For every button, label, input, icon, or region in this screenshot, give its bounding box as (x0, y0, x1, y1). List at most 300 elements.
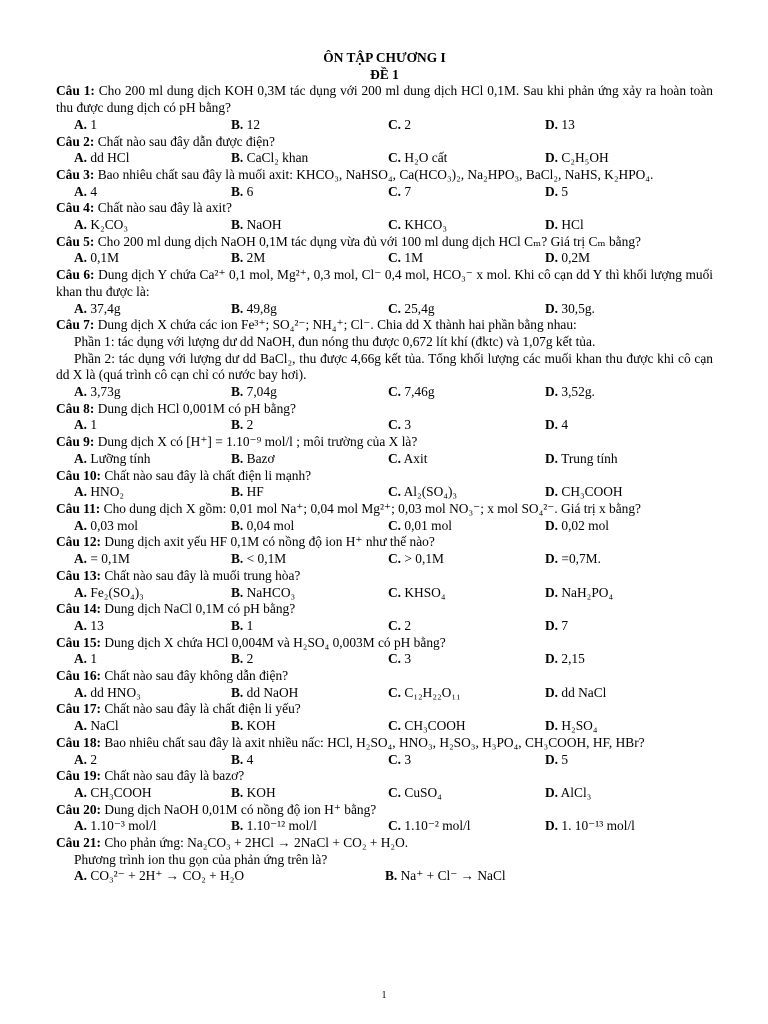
question-7-part-1: Phần 1: tác dụng với lượng dư dd NaOH, đun nóng thu được 0,672 lít khí (đktc) và 1,07g kết tủa. (74, 333, 596, 349)
question-21-label: Câu 21: (56, 835, 102, 851)
option-value: 1 (90, 116, 98, 132)
question-20 (56, 802, 713, 835)
question-13 (56, 568, 713, 601)
question-6-text: Dung dịch Y chứa Ca²⁺ 0,1 mol, Mg²⁺, 0,3 mol, Cl⁻ 0,4 mol, HCO₃⁻ x mol. Khi cô cạn dd Y thì khối lượng muối khan thu được là: (56, 267, 713, 299)
question-20-stem (56, 802, 713, 819)
question-17-stem (56, 701, 713, 718)
option-value: CH₃COOH (404, 718, 466, 734)
option-value: 3 (404, 417, 412, 433)
option-value: CH₃COOH (561, 484, 623, 500)
option-label: A. (74, 651, 88, 667)
question-17 (56, 701, 713, 734)
option-a (74, 184, 231, 201)
option-label: A. (74, 718, 88, 734)
option-value: 0,04 mol (246, 517, 295, 533)
question-11-stem (56, 501, 713, 518)
question-7-label: Câu 7: (56, 317, 95, 333)
option-b (231, 518, 388, 535)
option-value: dd HNO₃ (90, 684, 141, 700)
question-14-options (56, 618, 713, 635)
option-d (545, 551, 601, 568)
option-value: 1 (246, 617, 254, 633)
option-c (388, 785, 545, 802)
option-label: C. (388, 450, 402, 466)
page-number: 1 (381, 990, 387, 1001)
question-17-options (56, 718, 713, 735)
question-7-options (56, 384, 713, 401)
option-label: D. (545, 183, 559, 199)
question-10 (56, 468, 713, 501)
question-9-options (56, 451, 713, 468)
option-c (388, 384, 545, 401)
option-value: 1 (90, 417, 98, 433)
option-value: 30,5g. (561, 300, 595, 316)
option-b (231, 184, 388, 201)
option-value: Al₂(SO₄)₃ (403, 484, 458, 500)
question-8-text: Dung dịch HCl 0,001M có pH bằng? (97, 400, 296, 416)
option-label: B. (231, 450, 244, 466)
option-value: Trung tính (561, 450, 618, 466)
option-a (74, 618, 231, 635)
option-value: CaCl₂ khan (246, 150, 309, 166)
option-label: C. (388, 784, 402, 800)
question-17-text: Chất nào sau đây là chất điện li yếu? (104, 701, 301, 717)
option-label: A. (74, 684, 88, 700)
question-4-text: Chất nào sau đây là axit? (97, 200, 232, 216)
question-14 (56, 601, 713, 634)
option-value: C₂H₅OH (561, 150, 609, 166)
option-value: 5 (561, 183, 569, 199)
option-a (74, 585, 231, 602)
question-6-options (56, 301, 713, 318)
question-1-label: Câu 1: (56, 83, 95, 99)
option-value: CH₃COOH (90, 784, 152, 800)
option-label: A. (74, 450, 88, 466)
option-label: C. (388, 551, 402, 567)
question-9-text: Dung dịch X có [H⁺] = 1.10⁻⁹ mol/l ; môi trường của X là? (97, 434, 418, 450)
option-value: 0,2M (561, 250, 591, 266)
option-value: =0,7M. (561, 551, 601, 567)
option-b (231, 451, 388, 468)
option-b (231, 785, 388, 802)
option-c (388, 752, 545, 769)
option-label: C. (388, 584, 402, 600)
option-label: A. (74, 818, 88, 834)
option-label: D. (545, 684, 559, 700)
question-5-stem (56, 234, 713, 251)
option-label: A. (74, 417, 88, 433)
question-18 (56, 735, 713, 768)
option-value: KHSO₄ (404, 584, 446, 600)
option-label: A. (74, 484, 88, 500)
option-value: H₂SO₄ (561, 718, 598, 734)
option-label: A. (74, 183, 88, 199)
option-label: C. (388, 751, 402, 767)
option-a (74, 818, 231, 835)
question-16-options (56, 685, 713, 702)
question-2-stem (56, 134, 713, 151)
option-label: C. (388, 684, 402, 700)
option-a (74, 484, 231, 501)
option-label: B. (231, 183, 244, 199)
option-a (74, 651, 231, 668)
question-21-stem (56, 835, 713, 852)
question-21 (56, 835, 713, 885)
option-label: B. (231, 384, 244, 400)
option-value: 1 (90, 651, 98, 667)
option-d (545, 384, 595, 401)
option-a (74, 785, 231, 802)
question-1 (56, 83, 713, 133)
option-d (545, 785, 591, 802)
question-20-text: Dung dịch NaOH 0,01M có nồng độ ion H⁺ bằng? (104, 801, 377, 817)
option-label: D. (545, 617, 559, 633)
option-label: D. (545, 417, 559, 433)
option-label: A. (74, 551, 88, 567)
option-a (74, 301, 231, 318)
option-label: C. (388, 417, 402, 433)
option-d (545, 250, 590, 267)
question-17-label: Câu 17: (56, 701, 102, 717)
question-21-text: Cho phản ứng: Na₂CO₃ + 2HCl → 2NaCl + CO₂ + H₂O. (104, 835, 409, 851)
option-a (74, 718, 231, 735)
option-value: 7 (404, 183, 412, 199)
option-a (74, 685, 231, 702)
option-label: A. (74, 868, 88, 884)
option-value: 12 (246, 116, 261, 132)
option-value: 25,4g (404, 300, 435, 316)
option-label: B. (231, 217, 244, 233)
option-value: 3,73g (90, 384, 121, 400)
option-c (388, 685, 545, 702)
option-label: A. (74, 584, 88, 600)
option-value: 1M (404, 250, 423, 266)
question-12-stem (56, 534, 713, 551)
option-b (231, 150, 388, 167)
question-15-label: Câu 15: (56, 634, 102, 650)
question-15-text: Dung dịch X chứa HCl 0,004M và H₂SO₄ 0,003M có pH bằng? (104, 634, 446, 650)
option-value: 5 (561, 751, 569, 767)
option-b (231, 417, 388, 434)
document-page (56, 50, 713, 885)
option-value: NaH₂PO₄ (561, 584, 614, 600)
option-b (231, 217, 388, 234)
option-label: A. (74, 617, 88, 633)
option-value: dd HCl (90, 150, 130, 166)
option-c (388, 718, 545, 735)
question-21-subtext: Phương trình ion thu gọn của phản ứng trên là? (74, 851, 328, 867)
option-c (388, 651, 545, 668)
option-a (74, 551, 231, 568)
question-4-label: Câu 4: (56, 200, 95, 216)
option-d (545, 117, 575, 134)
option-c (388, 518, 545, 535)
option-d (545, 451, 618, 468)
option-value: 7,46g (404, 384, 435, 400)
question-7 (56, 317, 713, 401)
option-value: H₂O cất (404, 150, 448, 166)
option-value: NaCl (90, 718, 119, 734)
option-b (231, 752, 388, 769)
option-value: HCl (561, 217, 584, 233)
question-20-options (56, 818, 713, 835)
option-label: B. (231, 718, 244, 734)
question-10-stem (56, 468, 713, 485)
option-b (231, 651, 388, 668)
option-value: 2 (246, 651, 254, 667)
option-d (545, 585, 613, 602)
option-value: KOH (246, 718, 276, 734)
option-label: B. (385, 868, 398, 884)
option-label: B. (231, 617, 244, 633)
question-18-options (56, 752, 713, 769)
option-a (74, 150, 231, 167)
question-3-stem (56, 167, 713, 184)
option-value: 2 (90, 751, 98, 767)
option-a (74, 250, 231, 267)
question-14-label: Câu 14: (56, 601, 102, 617)
option-value: 1. 10⁻¹³ mol/l (561, 818, 635, 834)
question-16-stem (56, 668, 713, 685)
option-d (545, 301, 595, 318)
option-value: Na⁺ + Cl⁻ → NaCl (400, 868, 506, 884)
option-value: 1.10⁻¹² mol/l (246, 818, 317, 834)
option-label: D. (545, 450, 559, 466)
question-21-options (56, 868, 713, 885)
option-value: 2,15 (561, 651, 585, 667)
option-value: 3 (404, 751, 412, 767)
question-5 (56, 234, 713, 267)
option-c (388, 217, 545, 234)
option-label: D. (545, 300, 559, 316)
option-label: B. (231, 484, 244, 500)
option-value: 3,52g. (561, 384, 595, 400)
option-value: dd NaOH (246, 684, 299, 700)
question-5-label: Câu 5: (56, 233, 95, 249)
option-label: B. (231, 684, 244, 700)
option-b (231, 117, 388, 134)
option-label: C. (388, 217, 402, 233)
option-b (231, 818, 388, 835)
option-value: 13 (90, 617, 104, 633)
option-label: C. (388, 384, 402, 400)
option-b (231, 301, 388, 318)
option-value: 2M (246, 250, 266, 266)
question-2-options (56, 150, 713, 167)
option-value: < 0,1M (246, 551, 287, 567)
option-d (545, 417, 568, 434)
option-value: NaHCO₃ (246, 584, 296, 600)
question-14-text: Dung dịch NaCl 0,1M có pH bằng? (104, 601, 296, 617)
option-label: A. (74, 384, 88, 400)
option-value: 4 (561, 417, 569, 433)
option-b (231, 384, 388, 401)
option-value: K₂CO₃ (90, 217, 128, 233)
option-value: 0,02 mol (561, 517, 610, 533)
question-18-label: Câu 18: (56, 734, 102, 750)
option-value: C₁₂H₂₂O₁₁ (404, 684, 461, 700)
option-label: B. (231, 784, 244, 800)
question-10-label: Câu 10: (56, 467, 102, 483)
option-label: B. (231, 150, 244, 166)
option-label: D. (545, 250, 559, 266)
option-value: 0,1M (90, 250, 120, 266)
option-value: Lưỡng tính (90, 450, 151, 466)
question-18-text: Bao nhiêu chất sau đây là axit nhiều nấc: HCl, H₂SO₄, HNO₃, H₂SO₃, H₃PO₄, CH₃COOH, HF, HBr? (104, 734, 645, 750)
option-label: B. (231, 651, 244, 667)
question-12-text: Dung dịch axit yếu HF 0,1M có nồng độ ion H⁺ như thế nào? (104, 534, 435, 550)
option-d (545, 752, 568, 769)
option-value: CO₃²⁻ + 2H⁺ → CO₂ + H₂O (90, 868, 245, 884)
option-value: = 0,1M (90, 551, 130, 567)
option-value: 13 (561, 116, 575, 132)
question-13-text: Chất nào sau đây là muối trung hòa? (104, 567, 301, 583)
question-8-stem (56, 401, 713, 418)
option-label: A. (74, 250, 88, 266)
question-11-text: Cho dung dịch X gồm: 0,01 mol Na⁺; 0,04 mol Mg²⁺; 0,03 mol NO₃⁻; x mol SO₄²⁻. Giá trị x bằng? (103, 500, 641, 516)
option-d (545, 484, 623, 501)
option-label: D. (545, 384, 559, 400)
question-7-part-2: Phần 2: tác dụng với lượng dư dd BaCl₂, thu được 4,66g kết tủa. Tổng khối lượng các muối khan thu được khi cô cạn dd X là (quá trình cô cạn chỉ có nước bay hơi). (56, 350, 713, 383)
question-14-stem (56, 601, 713, 618)
option-d (545, 217, 584, 234)
option-value: Axit (403, 450, 428, 466)
option-c (388, 417, 545, 434)
question-3-text: Bao nhiêu chất sau đây là muối axit: KHCO₃, NaHSO₄, Ca(HCO₃)₂, Na₂HPO₃, BaCl₂, NaHS, K₂HPO₄. (97, 166, 654, 182)
question-11-options (56, 518, 713, 535)
question-19 (56, 768, 713, 801)
question-3-label: Câu 3: (56, 166, 95, 182)
option-a (74, 868, 385, 885)
option-a (74, 451, 231, 468)
question-9-stem (56, 434, 713, 451)
option-label: C. (388, 718, 402, 734)
option-value: 1.10⁻² mol/l (404, 818, 471, 834)
question-12 (56, 534, 713, 567)
option-c (388, 585, 545, 602)
option-label: C. (388, 116, 402, 132)
question-1-options (56, 117, 713, 134)
option-d (545, 150, 609, 167)
option-value: 7 (561, 617, 569, 633)
option-label: D. (545, 551, 559, 567)
option-c (388, 250, 545, 267)
option-value: dd NaCl (561, 684, 607, 700)
question-9 (56, 434, 713, 467)
option-a (74, 417, 231, 434)
option-label: C. (388, 818, 402, 834)
option-c (388, 484, 545, 501)
question-5-options (56, 250, 713, 267)
option-label: B. (231, 116, 244, 132)
question-8 (56, 401, 713, 434)
question-4-stem (56, 200, 713, 217)
option-label: B. (231, 551, 244, 567)
option-label: D. (545, 150, 559, 166)
option-b (231, 718, 388, 735)
option-value: HF (246, 484, 264, 500)
question-1-text: Cho 200 ml dung dịch KOH 0,3M tác dụng với 200 ml dung dịch HCl 0,1M. Sau khi phản ứng xảy ra hoàn toàn thu được dung dịch có pH bằng? (56, 83, 713, 116)
option-label: A. (74, 784, 88, 800)
option-value: Bazơ (246, 450, 275, 466)
option-label: D. (545, 584, 559, 600)
question-19-stem (56, 768, 713, 785)
question-10-options (56, 484, 713, 501)
question-13-label: Câu 13: (56, 567, 102, 583)
question-15 (56, 635, 713, 668)
question-3-options (56, 184, 713, 201)
question-6-label: Câu 6: (56, 267, 95, 283)
option-label: D. (545, 751, 559, 767)
option-value: 6 (246, 183, 254, 199)
option-value: > 0,1M (404, 551, 444, 567)
question-6-stem (56, 267, 713, 300)
page-subtitle: ĐỀ 1 (370, 66, 399, 82)
option-b (231, 618, 388, 635)
question-11-label: Câu 11: (56, 500, 101, 516)
option-b (385, 868, 696, 885)
question-9-label: Câu 9: (56, 434, 95, 450)
option-c (388, 618, 545, 635)
option-label: D. (545, 818, 559, 834)
question-2-label: Câu 2: (56, 133, 95, 149)
option-b (231, 685, 388, 702)
option-label: C. (388, 300, 402, 316)
option-value: 7,04g (246, 384, 277, 400)
option-label: B. (231, 818, 244, 834)
question-15-options (56, 651, 713, 668)
option-c (388, 117, 545, 134)
question-4 (56, 200, 713, 233)
question-5-text: Cho 200 ml dung dịch NaOH 0,1M tác dụng vừa đủ với 100 ml dung dịch HCl Cₘ? Giá trị Cₘ bằng? (97, 233, 641, 249)
option-label: D. (545, 484, 559, 500)
option-label: C. (388, 517, 402, 533)
option-value: NaOH (246, 217, 282, 233)
option-label: D. (545, 718, 559, 734)
option-value: 0,03 mol (90, 517, 139, 533)
page-title: ÔN TẬP CHƯƠNG I (323, 50, 446, 65)
option-label: D. (545, 784, 559, 800)
option-label: C. (388, 651, 402, 667)
question-20-label: Câu 20: (56, 801, 102, 817)
option-a (74, 752, 231, 769)
option-label: B. (231, 417, 244, 433)
option-b (231, 551, 388, 568)
option-a (74, 117, 231, 134)
option-label: D. (545, 217, 559, 233)
question-list (56, 83, 713, 885)
option-value: 1.10⁻³ mol/l (90, 818, 157, 834)
option-value: 2 (404, 617, 412, 633)
option-label: B. (231, 584, 244, 600)
option-value: AlCl₃ (560, 784, 592, 800)
option-c (388, 184, 545, 201)
question-6 (56, 267, 713, 317)
option-value: 37,4g (90, 300, 121, 316)
option-label: A. (74, 116, 88, 132)
option-c (388, 451, 545, 468)
question-8-label: Câu 8: (56, 400, 95, 416)
option-b (231, 484, 388, 501)
question-16-text: Chất nào sau đây không dẫn điện? (104, 668, 289, 684)
question-13-options (56, 585, 713, 602)
option-a (74, 217, 231, 234)
question-7-text: Dung dịch X chứa các ion Fe³⁺; SO₄²⁻; NH₄⁺; Cl⁻. Chia dd X thành hai phần bằng nhau: (97, 317, 577, 333)
question-13-stem (56, 568, 713, 585)
question-19-options (56, 785, 713, 802)
option-a (74, 384, 231, 401)
option-a (74, 518, 231, 535)
